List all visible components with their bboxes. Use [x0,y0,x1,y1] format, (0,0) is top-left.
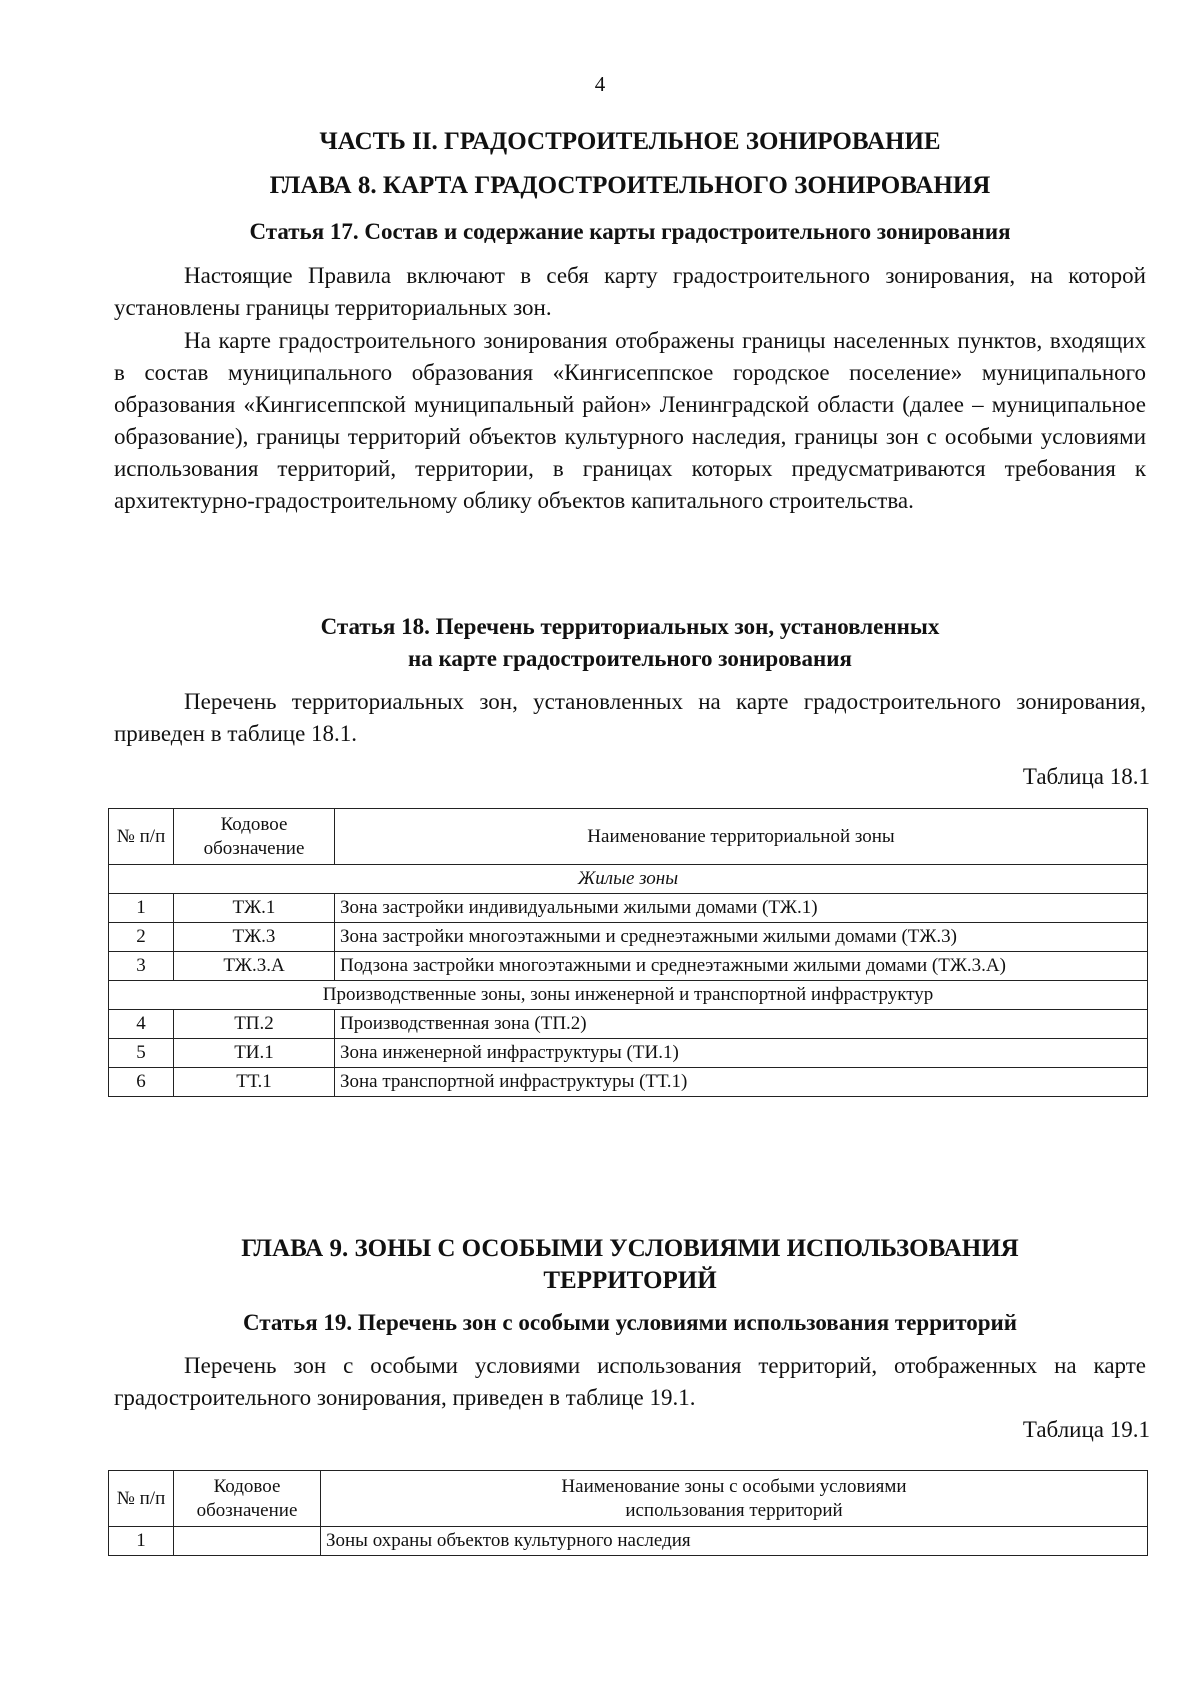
cell-zone-name: Производственная зона (ТП.2) [335,1010,1148,1039]
chapter-9-title [110,1233,1150,1297]
cell-code: ТИ.1 [174,1039,335,1068]
cell-code: ТП.2 [174,1010,335,1039]
table-row [109,1039,1148,1068]
table-row [109,923,1148,952]
group-industrial: Производственные зоны, зоны инженерной и транспортной инфраструктур [109,981,1148,1010]
header-zone-name: Наименование территориальной зоны [335,809,1148,865]
article-18-title [110,611,1150,675]
page-number: 4 [594,72,606,96]
part-title: ЧАСТЬ II. ГРАДОСТРОИТЕЛЬНОЕ ЗОНИРОВАНИЕ [319,128,941,155]
cell-num: 1 [109,1527,174,1556]
table-group-row [109,981,1148,1010]
cell-code: ТЖ.3 [174,923,335,952]
table-18-1 [108,808,1148,1097]
cell-num: 2 [109,923,174,952]
table-row [109,1068,1148,1097]
header-zone-name [321,1471,1148,1527]
cell-num: 5 [109,1039,174,1068]
table-19-1 [108,1470,1148,1556]
group-residential: Жилые зоны [109,865,1148,894]
article-18-title-line-1: Статья 18. Перечень территориальных зон, установленных [320,614,940,639]
article-18-paragraph: Перечень территориальных зон, установленных на карте градостроительного зонирования, приведен в таблице 18.1. [114,689,1146,746]
cell-num: 4 [109,1010,174,1039]
chapter-9-title-line-1: ГЛАВА 9. ЗОНЫ С ОСОБЫМИ УСЛОВИЯМИ ИСПОЛЬЗОВАНИЯ [241,1235,1019,1262]
article-18-title-line-2: на карте градостроительного зонирования [408,646,852,671]
cell-code: ТЖ.3.А [174,952,335,981]
table-19-1-caption: Таблица 19.1 [1022,1417,1150,1442]
chapter-8-title: ГЛАВА 8. КАРТА ГРАДОСТРОИТЕЛЬНОГО ЗОНИРОВАНИЯ [269,172,991,199]
table-row [109,1527,1148,1556]
header-zone-name-line-1: Наименование зоны с особыми условиями [561,1475,907,1497]
chapter-9-title-line-2: ТЕРРИТОРИЙ [543,1267,717,1294]
cell-zone-name: Зона инженерной инфраструктуры (ТИ.1) [335,1039,1148,1068]
cell-zone-name: Подзона застройки многоэтажными и среднеэтажными жилыми домами (ТЖ.3.А) [335,952,1148,981]
table-header-row [109,809,1148,865]
table-row [109,952,1148,981]
cell-zone-name: Зоны охраны объектов культурного наследия [321,1527,1148,1556]
cell-num: 3 [109,952,174,981]
cell-num: 1 [109,894,174,923]
cell-zone-name: Зона транспортной инфраструктуры (ТТ.1) [335,1068,1148,1097]
article-17-title: Статья 17. Состав и содержание карты градостроительного зонирования [249,219,1011,244]
table-row [109,1010,1148,1039]
header-num: № п/п [109,1471,174,1527]
table-header-row [109,1471,1148,1527]
header-code: Кодовое обозначение [174,809,335,865]
cell-num: 6 [109,1068,174,1097]
table-row [109,894,1148,923]
article-17-paragraph-1: Настоящие Правила включают в себя карту градостроительного зонирования, на которой установлены границы территориальных зон. [114,263,1146,320]
table-group-row [109,865,1148,894]
cell-zone-name: Зона застройки индивидуальными жилыми домами (ТЖ.1) [335,894,1148,923]
header-zone-name-line-2: использования территорий [625,1499,843,1521]
cell-code: ТЖ.1 [174,894,335,923]
cell-zone-name: Зона застройки многоэтажными и среднеэтажными жилыми домами (ТЖ.3) [335,923,1148,952]
table-18-1-caption: Таблица 18.1 [1022,764,1150,789]
article-19-title: Статья 19. Перечень зон с особыми условиями использования территорий [242,1310,1018,1335]
article-17-paragraph-2: На карте градостроительного зонирования отображены границы населенных пунктов, входящих в состав муниципального образования «Кингисеппское городское поселение» муниципального образования «Кингисеппской муниципальный район» Ленинградской области (далее – муниципальное образование), границы территорий объектов культурного наследия, границы зон с особыми условиями использования территорий, территории, в границах которых предусматриваются требования к архитектурно-градостроительному облику объектов капитального строительства. [114,328,1146,513]
article-19-paragraph: Перечень зон с особыми условиями использования территорий, отображенных на карте градостроительного зонирования, приведен в таблице 19.1. [114,1353,1146,1410]
header-code: Кодовое обозначение [174,1471,321,1527]
cell-code: ТТ.1 [174,1068,335,1097]
cell-code [174,1527,321,1556]
header-num: № п/п [109,809,174,865]
